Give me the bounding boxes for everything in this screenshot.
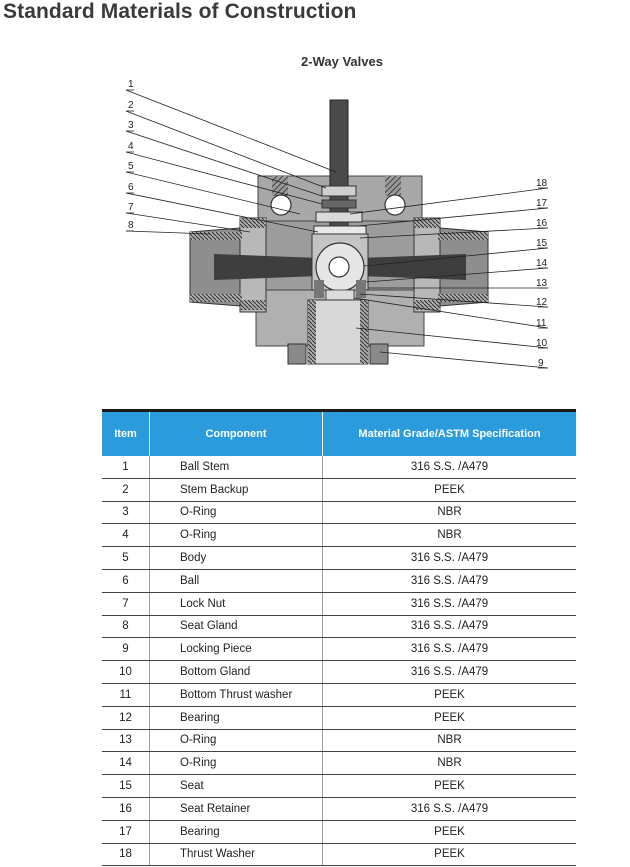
cell-component: Ball Stem bbox=[150, 456, 323, 478]
cell-material: PEEK bbox=[323, 706, 577, 729]
callout-10: 10 bbox=[536, 338, 548, 349]
cell-material: 316 S.S. /A479 bbox=[323, 638, 577, 661]
cell-item: 14 bbox=[102, 752, 150, 775]
table-row bbox=[102, 592, 576, 615]
callout-9: 9 bbox=[538, 358, 544, 369]
cell-item: 7 bbox=[102, 592, 150, 615]
header-material: Material Grade/ASTM Specification bbox=[323, 411, 577, 457]
valve-cross-section-diagram bbox=[0, 70, 630, 380]
callout-6: 6 bbox=[128, 182, 134, 193]
callout-13: 13 bbox=[536, 278, 548, 289]
table-row bbox=[102, 775, 576, 798]
cell-item: 3 bbox=[102, 501, 150, 524]
cell-component: O-Ring bbox=[150, 729, 323, 752]
callout-11: 11 bbox=[536, 318, 547, 329]
cell-material: 316 S.S. /A479 bbox=[323, 797, 577, 820]
table-row bbox=[102, 638, 576, 661]
callout-15: 15 bbox=[536, 238, 548, 249]
cell-material: PEEK bbox=[323, 478, 577, 501]
materials-table bbox=[102, 409, 576, 866]
cell-component: Lock Nut bbox=[150, 592, 323, 615]
callout-1: 1 bbox=[128, 79, 134, 90]
cell-item: 11 bbox=[102, 683, 150, 706]
cell-item: 5 bbox=[102, 547, 150, 570]
cell-component: Seat bbox=[150, 775, 323, 798]
callout-2: 2 bbox=[128, 100, 134, 111]
cell-component: Locking Piece bbox=[150, 638, 323, 661]
header-component: Component bbox=[150, 411, 323, 457]
callout-5: 5 bbox=[128, 161, 134, 172]
table-row bbox=[102, 478, 576, 501]
table-row bbox=[102, 820, 576, 843]
cell-material: 316 S.S. /A479 bbox=[323, 456, 577, 478]
cell-item: 6 bbox=[102, 569, 150, 592]
cell-item: 12 bbox=[102, 706, 150, 729]
ball bbox=[312, 234, 368, 300]
cell-item: 4 bbox=[102, 524, 150, 547]
cell-item: 16 bbox=[102, 797, 150, 820]
ball-stem bbox=[314, 100, 366, 236]
cell-material: NBR bbox=[323, 524, 577, 547]
cell-material: 316 S.S. /A479 bbox=[323, 547, 577, 570]
cell-item: 13 bbox=[102, 729, 150, 752]
cell-component: Ball bbox=[150, 569, 323, 592]
cell-component: Thrust Washer bbox=[150, 843, 323, 866]
table-row bbox=[102, 524, 576, 547]
callout-4: 4 bbox=[128, 141, 134, 152]
callout-8: 8 bbox=[128, 220, 134, 231]
cell-component: Bottom Thrust washer bbox=[150, 683, 323, 706]
cell-component: Seat Gland bbox=[150, 615, 323, 638]
cell-material: NBR bbox=[323, 729, 577, 752]
cell-component: O-Ring bbox=[150, 501, 323, 524]
table-row bbox=[102, 456, 576, 478]
cell-item: 8 bbox=[102, 615, 150, 638]
table-row bbox=[102, 569, 576, 592]
callout-14: 14 bbox=[536, 258, 548, 269]
cell-component: O-Ring bbox=[150, 524, 323, 547]
cell-item: 2 bbox=[102, 478, 150, 501]
cell-item: 9 bbox=[102, 638, 150, 661]
callout-12: 12 bbox=[536, 297, 548, 308]
cell-component: O-Ring bbox=[150, 752, 323, 775]
table-row bbox=[102, 797, 576, 820]
cell-component: Seat Retainer bbox=[150, 797, 323, 820]
cell-material: 316 S.S. /A479 bbox=[323, 569, 577, 592]
table-row bbox=[102, 706, 576, 729]
page-title: Standard Materials of Construction bbox=[3, 0, 357, 23]
callout-18: 18 bbox=[536, 178, 548, 189]
cell-material: 316 S.S. /A479 bbox=[323, 615, 577, 638]
table-row bbox=[102, 547, 576, 570]
table-row bbox=[102, 843, 576, 866]
cell-material: PEEK bbox=[323, 820, 577, 843]
table-row bbox=[102, 683, 576, 706]
cell-material: NBR bbox=[323, 501, 577, 524]
cell-material: PEEK bbox=[323, 775, 577, 798]
cell-item: 15 bbox=[102, 775, 150, 798]
header-item: Item bbox=[102, 411, 150, 457]
cell-material: PEEK bbox=[323, 683, 577, 706]
callout-16: 16 bbox=[536, 218, 548, 229]
callout-17: 17 bbox=[536, 198, 548, 209]
table-row bbox=[102, 501, 576, 524]
table-row bbox=[102, 661, 576, 684]
cell-component: Bottom Gland bbox=[150, 661, 323, 684]
table-row bbox=[102, 752, 576, 775]
table-body bbox=[102, 456, 576, 866]
cell-material: 316 S.S. /A479 bbox=[323, 661, 577, 684]
table-header-row bbox=[102, 411, 576, 457]
cell-item: 10 bbox=[102, 661, 150, 684]
cell-component: Body bbox=[150, 547, 323, 570]
table-row bbox=[102, 615, 576, 638]
cell-item: 18 bbox=[102, 843, 150, 866]
cell-component: Stem Backup bbox=[150, 478, 323, 501]
callout-7: 7 bbox=[128, 202, 134, 213]
cell-component: Bearing bbox=[150, 706, 323, 729]
callout-3: 3 bbox=[128, 120, 134, 131]
cell-item: 1 bbox=[102, 456, 150, 478]
cell-material: 316 S.S. /A479 bbox=[323, 592, 577, 615]
diagram-title: 2-Way Valves bbox=[301, 54, 383, 69]
cell-material: NBR bbox=[323, 752, 577, 775]
cell-item: 17 bbox=[102, 820, 150, 843]
table-row bbox=[102, 729, 576, 752]
cell-material: PEEK bbox=[323, 843, 577, 866]
cell-component: Bearing bbox=[150, 820, 323, 843]
